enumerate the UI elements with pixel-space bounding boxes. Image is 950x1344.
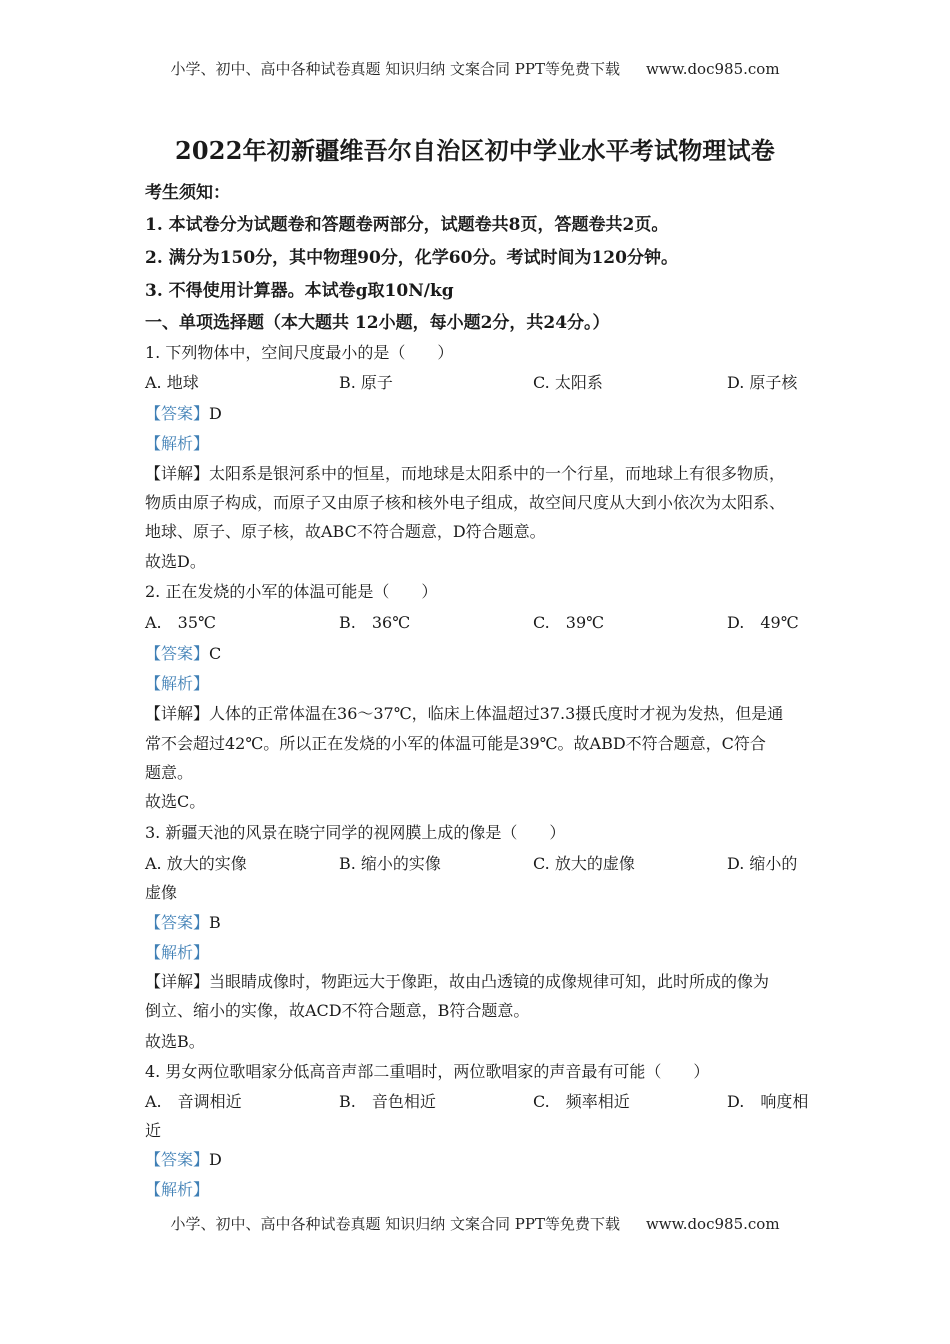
question-4-option-wrap: 近 [145,1121,162,1140]
page-header [0,58,950,79]
question-4-answer [145,1147,222,1170]
question-1-answer [145,401,222,424]
answer-value: C [209,644,222,663]
question-2-option-c: C. 39℃ [533,613,605,632]
question-3-option-a: A. 放大的实像 [145,854,247,873]
analysis-tag: 【解析】 [145,674,210,693]
detail-tag: 【详解】 [145,464,210,483]
notice-item-3: 3. 不得使用计算器。本试卷g取10N/kg [145,281,454,301]
document-title: 2022年初新疆维吾尔自治区初中学业水平考试物理试卷 [175,136,775,165]
answer-tag: 【答案】 [145,913,210,932]
question-2-answer [145,641,221,664]
question-2-detail-line-3: 题意。 [145,763,194,782]
analysis-tag: 【解析】 [145,1180,210,1199]
detail-text: 人体的正常体温在36～37℃，临床上体温超过37.3摄氏度时才视为发热，但是通 [209,704,784,723]
question-3-option-wrap: 虚像 [145,883,178,902]
question-1-detail-line-1 [145,461,785,484]
footer-text: 小学、初中、高中各种试卷真题 知识归纳 文案合同 PPT等免费下载 [170,1215,620,1233]
question-1-stem: 1. 下列物体中，空间尺度最小的是（ ） [145,343,454,362]
question-2-option-d: D. 49℃ [727,613,799,632]
page-footer [0,1213,950,1234]
question-4-option-a: A. 音调相近 [145,1092,242,1111]
question-1-option-a: A. 地球 [145,373,199,392]
notice-item-2: 2. 满分为150分，其中物理90分，化学60分。考试时间为120分钟。 [145,248,678,268]
question-2-stem: 2. 正在发烧的小军的体温可能是（ ） [145,582,438,601]
analysis-tag: 【解析】 [145,434,210,453]
question-2-detail-line-1 [145,701,783,724]
question-1-detail-line-3: 地球、原子、原子核，故ABC不符合题意，D符合题意。 [145,522,546,541]
question-3-choose: 故选B。 [145,1032,205,1051]
notice-item-1: 1. 本试卷分为试题卷和答题卷两部分，试题卷共8页，答题卷共2页。 [145,215,669,235]
answer-value: B [209,913,221,932]
question-1-choose: 故选D。 [145,552,206,571]
detail-text: 太阳系是银河系中的恒星，而地球是太阳系中的一个行星，而地球上有很多物质， [209,464,786,483]
question-3-option-d: D. 缩小的 [727,854,798,873]
header-site: www.doc985.com [645,60,780,78]
question-3-detail-line-1 [145,969,769,992]
answer-tag: 【答案】 [145,1150,210,1169]
question-1-option-c: C. 太阳系 [533,373,603,392]
question-3-analysis [145,940,209,963]
detail-tag: 【详解】 [145,972,210,991]
question-4-analysis [145,1177,209,1200]
question-4-stem: 4. 男女两位歌唱家分低高音声部二重唱时，两位歌唱家的声音最有可能（ ） [145,1062,710,1081]
detail-tag: 【详解】 [145,704,210,723]
question-4-option-b: B. 音色相近 [339,1092,436,1111]
answer-tag: 【答案】 [145,644,210,663]
footer-site: www.doc985.com [645,1215,780,1233]
question-2-analysis [145,671,209,694]
question-2-detail-line-2: 常不会超过42℃。所以正在发烧的小军的体温可能是39℃。故ABD不符合题意，C符合 [145,734,766,753]
question-3-option-b: B. 缩小的实像 [339,854,441,873]
question-3-detail-line-2: 倒立、缩小的实像，故ACD不符合题意，B符合题意。 [145,1001,530,1020]
header-text: 小学、初中、高中各种试卷真题 知识归纳 文案合同 PPT等免费下载 [170,60,620,78]
question-3-stem: 3. 新疆天池的风景在晓宁同学的视网膜上成的像是（ ） [145,823,566,842]
answer-value: D [209,404,222,423]
answer-tag: 【答案】 [145,404,210,423]
question-1-detail-line-2: 物质由原子构成，而原子又由原子核和核外电子组成，故空间尺度从大到小依次为太阳系、 [145,493,786,512]
question-1-analysis [145,431,209,454]
question-2-choose: 故选C。 [145,792,206,811]
question-4-option-d: D. 响度相 [727,1092,809,1111]
question-2-option-a: A. 35℃ [145,613,216,632]
answer-value: D [209,1150,222,1169]
notice-heading: 考生须知： [145,183,230,203]
detail-text: 当眼睛成像时，物距远大于像距，故由凸透镜的成像规律可知，此时所成的像为 [209,972,770,991]
question-3-answer [145,910,221,933]
section-heading: 一、单项选择题（本大题共 12小题，每小题2分，共24分。） [145,313,610,333]
question-1-option-d: D. 原子核 [727,373,798,392]
question-4-option-c: C. 频率相近 [533,1092,630,1111]
question-1-option-b: B. 原子 [339,373,393,392]
question-3-option-c: C. 放大的虚像 [533,854,635,873]
analysis-tag: 【解析】 [145,943,210,962]
question-2-option-b: B. 36℃ [339,613,411,632]
